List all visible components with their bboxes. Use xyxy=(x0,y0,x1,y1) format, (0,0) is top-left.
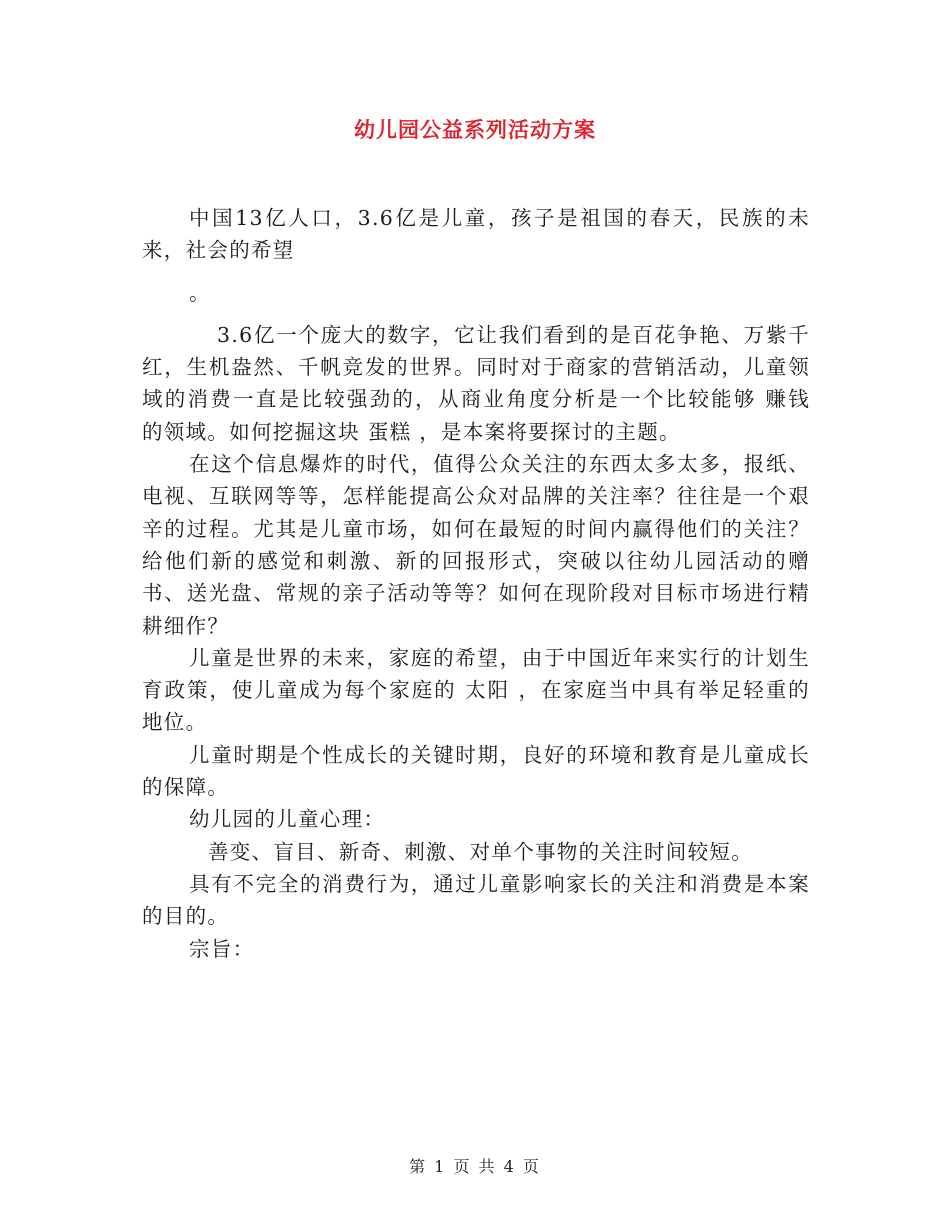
paragraph-number: 3.6亿一个庞大的数字，它让我们看到的是百花争艳、万紫千红，生机盎然、千帆竞发的世界。同时对于商家的营销活动，儿童领域的消费一直是比较强劲的，从商业角度分析是一个比较能够 赚钱 的领域。如何挖掘这块 蛋糕 ，是本案将要探讨的主题。 xyxy=(142,322,810,444)
paragraph-purpose-heading: 宗旨： xyxy=(189,936,255,961)
page-number: 第 1 页 共 4 页 xyxy=(409,1157,541,1176)
paragraph-consumption: 具有不完全的消费行为，通过儿童影响家长的关注和消费是本案的目的。 xyxy=(142,871,810,929)
document-title: 幼儿园公益系列活动方案 xyxy=(354,118,596,142)
paragraph-psychology-traits: 善变、盲目、新奇、刺激、对单个事物的关注时间较短。 xyxy=(208,839,753,864)
paragraph-information: 在这个信息爆炸的时代，值得公众关注的东西太多太多，报纸、电视、互联网等等，怎样能提高公众对品牌的关注率？往往是一个艰辛的过程。尤其是儿童市场，如何在最短的时间内赢得他们的关注？给他们新的感觉和刺激、新的回报形式，突破以往幼儿园活动的赠书、送光盘、常规的亲子活动等等？如何在现阶段对目标市场进行精耕细作？ xyxy=(142,452,810,638)
paragraph-intro: 中国13亿人口，3.6亿是儿童，孩子是祖国的春天，民族的未来，社会的希望 xyxy=(142,206,810,263)
paragraph-psychology-heading: 幼儿园的儿童心理： xyxy=(189,807,386,832)
document-body xyxy=(142,202,810,965)
paragraph-period: 。 xyxy=(189,280,211,305)
paragraph-future: 儿童是世界的未来，家庭的希望，由于中国近年来实行的计划生育政策，使儿童成为每个家庭的 太阳 ，在家庭当中具有举足轻重的地位。 xyxy=(142,645,810,735)
paragraph-growth: 儿童时期是个性成长的关键时期，良好的环境和教育是儿童成长的保障。 xyxy=(142,742,810,800)
